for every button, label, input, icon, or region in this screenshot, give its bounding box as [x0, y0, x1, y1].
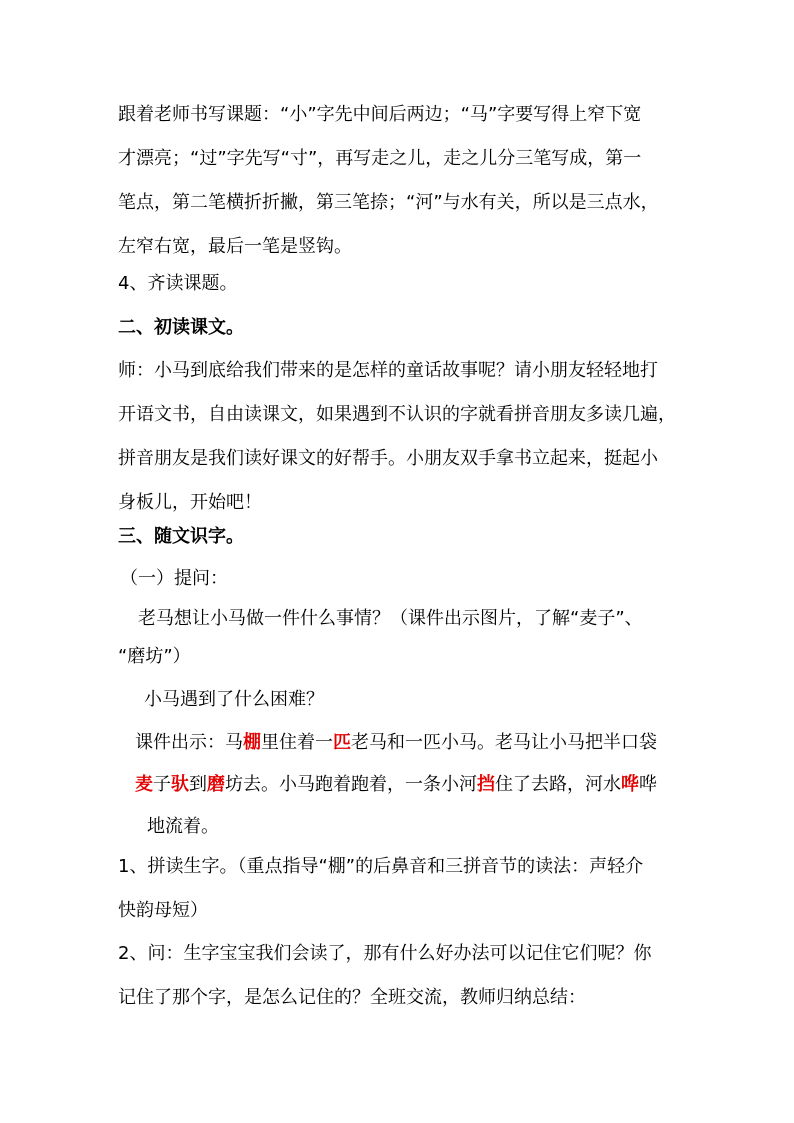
highlighted-character: 棚 — [243, 732, 261, 753]
text-run: 住了去路，河水 — [495, 774, 621, 795]
text-run: 坊去。小马跑着跑着，一条小河 — [225, 774, 477, 795]
text-line: 身板儿，开始吧！ — [118, 492, 262, 513]
paragraph-teacher-instruction — [118, 361, 684, 537]
section-heading-first-reading — [118, 318, 684, 338]
section-heading-character-learning — [118, 527, 684, 547]
text-line — [135, 775, 680, 795]
highlighted-character: 麦 — [135, 774, 153, 795]
highlighted-character: 挡 — [477, 774, 495, 795]
text-line: （一）提问： — [120, 568, 228, 589]
text-run: 里住着一 — [261, 732, 333, 753]
paragraph-memory-methods — [118, 944, 684, 1032]
text-line — [135, 817, 680, 837]
text-line: 才漂亮；“过”字先写“寸”，再写走之儿，走之儿分三笔写成，第一 — [118, 148, 642, 169]
text-run: 地流着。 — [147, 816, 219, 837]
paragraph-question-label — [120, 569, 686, 589]
text-run: 哗 — [639, 774, 657, 795]
text-line: 记住了那个字，是怎么记住的？全班交流，教师归纳总结： — [118, 987, 586, 1008]
paragraph-pinyin-reading — [118, 857, 684, 945]
text-line: 拼音朋友是我们读好课文的好帮手。小朋友双手拿书立起来，挺起小 — [118, 448, 658, 469]
paragraph-question-one — [118, 609, 684, 685]
text-line: “磨坊”） — [118, 646, 191, 667]
text-run: 到 — [189, 774, 207, 795]
paragraph-question-two — [144, 690, 710, 710]
paragraph-read-title — [118, 274, 684, 294]
highlighted-character: 哗 — [621, 774, 639, 795]
text-line: 小马遇到了什么困难？ — [144, 689, 324, 710]
heading-text: 三、随文识字。 — [118, 526, 244, 547]
text-line: 老马想让小马做一件什么事情？（课件出示图片，了解“麦子”、 — [138, 608, 643, 629]
text-line: 笔点，第二笔横折折撇，第三笔捺；“河”与水有关，所以是三点水， — [118, 192, 659, 213]
text-line: 4、齐读课题。 — [118, 273, 238, 294]
highlighted-character: 匹 — [333, 732, 351, 753]
paragraph-courseware-text — [135, 733, 680, 859]
text-run: 课件出示：马 — [135, 732, 243, 753]
text-run: 老马和一匹小马。老马让小马把半口袋 — [351, 732, 657, 753]
text-line: 2、问：生字宝宝我们会读了，那有什么好办法可以记住它们呢？你 — [118, 943, 652, 964]
highlighted-character: 磨 — [207, 774, 225, 795]
text-line: 师：小马到底给我们带来的是怎样的童话故事呢？请小朋友轻轻地打 — [118, 360, 658, 381]
text-run: 子 — [153, 774, 171, 795]
heading-text: 二、初读课文。 — [118, 317, 244, 338]
text-line — [135, 733, 680, 753]
text-line: 快韵母短） — [118, 900, 208, 921]
text-line: 开语文书，自由读课文，如果遇到不认识的字就看拼音朋友多读几遍， — [118, 404, 676, 425]
text-line: 跟着老师书写课题：“小”字先中间后两边；“马”字要写得上窄下宽 — [118, 104, 642, 125]
text-line: 左窄右宽，最后一笔是竖钩。 — [118, 236, 352, 257]
text-line: 1、拼读生字。（重点指导“棚”的后鼻音和三拼音节的读法：声轻介 — [118, 856, 644, 877]
highlighted-character: 驮 — [171, 774, 189, 795]
paragraph-writing-guide — [118, 105, 684, 281]
